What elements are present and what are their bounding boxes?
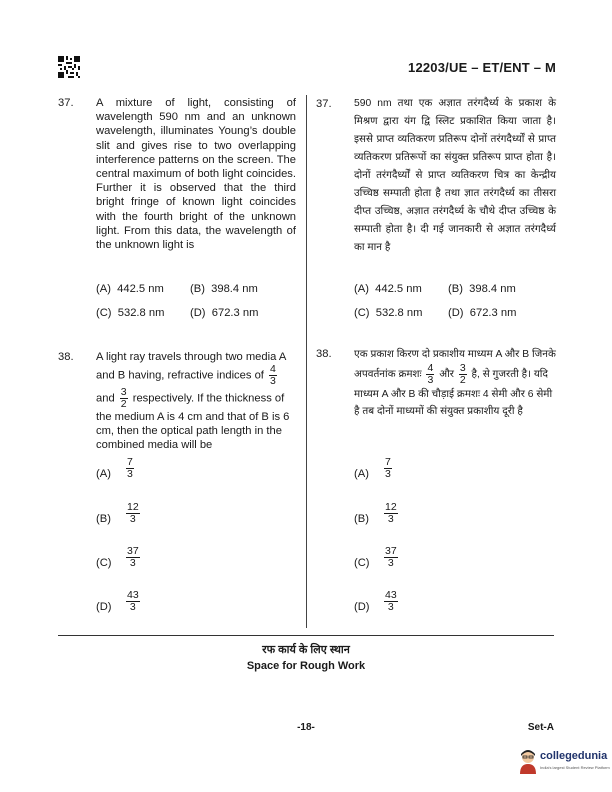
section-divider xyxy=(58,635,554,636)
rough-work-label-hindi: रफ कार्य के लिए स्थान xyxy=(262,644,350,656)
qr-code-icon xyxy=(58,56,80,78)
question-text: 590 nm तथा एक अज्ञात तरंगदैर्ध्य के प्रकाश के मिश्रण द्वारा यंग द्वि स्लिट प्रकाशित किया जाता है। इससे प्राप्त व्यतिकरण प्रतिरूप दोनों तरंगदैर्ध्यों से प्राप्त व्यतिकरण प्रतिरूपों का संयुक्त प्रतिरूप प्राप्त होता है। दोनों तरंगदैर्ध्यों से प्राप्त व्यतिकरण चित्र का केन्द्रीय उच्चिष्ठ सम्पाती होता है तथा ज्ञात तरंगदैर्ध्य का तीसरा दीप्त उच्चिष्ठ, अज्ञात तरंगदैर्ध्य के चौथे दीप्त उच्चिष्ठ के सम्पाती होता है। दी गई जानकारी से अज्ञात तरंगदैर्ध्य का मान है xyxy=(354,98,556,253)
option-c[interactable]: (C) 532.8 nm xyxy=(354,307,423,319)
fraction-n-a: $\frac{4}{3}$ xyxy=(270,363,276,387)
student-avatar-icon xyxy=(518,748,538,774)
rough-work-label: Space for Rough Work xyxy=(246,660,366,672)
question-text: एक प्रकाश किरण दो प्रकाशीय माध्यम A और B जिनके अपवर्तनांक क्रमशः $\frac{4}{3}$ और $\frac{3}{2}$ है, से गुजरती है। यदि माध्यम A और B की चौड़ाई क्रमशः 4 सेमी और 6 सेमी है तब दोनों माध्यमों की संयुक्त प्रकाशीय दूरी है xyxy=(354,349,556,417)
q37-english xyxy=(58,96,296,252)
option-a[interactable]: (A) 442.5 nm xyxy=(96,283,164,295)
brand-name: collegedunia xyxy=(540,750,608,762)
question-number: 37. xyxy=(316,98,332,110)
set-label: Set-A xyxy=(527,722,554,733)
fraction-n-b: $\frac{3}{2}$ xyxy=(120,386,127,410)
option-a[interactable]: (A) 442.5 nm xyxy=(354,283,422,295)
fraction-n-b: $\frac{3}{2}$ xyxy=(459,362,466,386)
q37-hindi xyxy=(316,95,556,257)
option-d[interactable]: (D) 672.3 nm xyxy=(448,307,517,319)
question-number: 37. xyxy=(58,97,74,109)
option-c[interactable]: (C) 532.8 nm xyxy=(96,307,165,319)
question-number: 38. xyxy=(316,348,332,360)
option-b[interactable]: (B) 398.4 nm xyxy=(448,283,516,295)
option-b[interactable]: (B) 398.4 nm xyxy=(190,283,258,295)
question-text: A light ray travels through two media A and B having, refractive indices of $\frac{4}{3}$ and $\frac{3}{2}$ respectively. If the thickness of the medium A is 4 cm and that of B is 6 cm, then the optical path length in the combined media will be xyxy=(96,351,290,451)
collegedunia-logo xyxy=(518,746,608,778)
q38-english xyxy=(58,350,296,452)
option-d[interactable]: (D) 672.3 nm xyxy=(190,307,259,319)
q38-hindi xyxy=(316,346,556,420)
page-number: -18- xyxy=(297,722,315,733)
fraction-n-a: $\frac{4}{3}$ xyxy=(427,362,434,386)
column-divider xyxy=(306,95,307,628)
brand-tagline: India's largest Student Review Platform xyxy=(540,765,610,770)
question-text: A mixture of light, consisting of wavelength 590 nm and an unknown wavelength, illuminates Young’s double slit and gives rise to two overlapping interference patterns on the screen. The central maximum of both light coincides. Further it is observed that the third bright fringe of known light coincides with the fourth bright of the unknown light. From this data, the wavelength of the unknown light is xyxy=(96,97,296,252)
exam-code: 12203/UE – ET/ENT – M xyxy=(408,60,556,75)
question-number: 38. xyxy=(58,351,74,363)
